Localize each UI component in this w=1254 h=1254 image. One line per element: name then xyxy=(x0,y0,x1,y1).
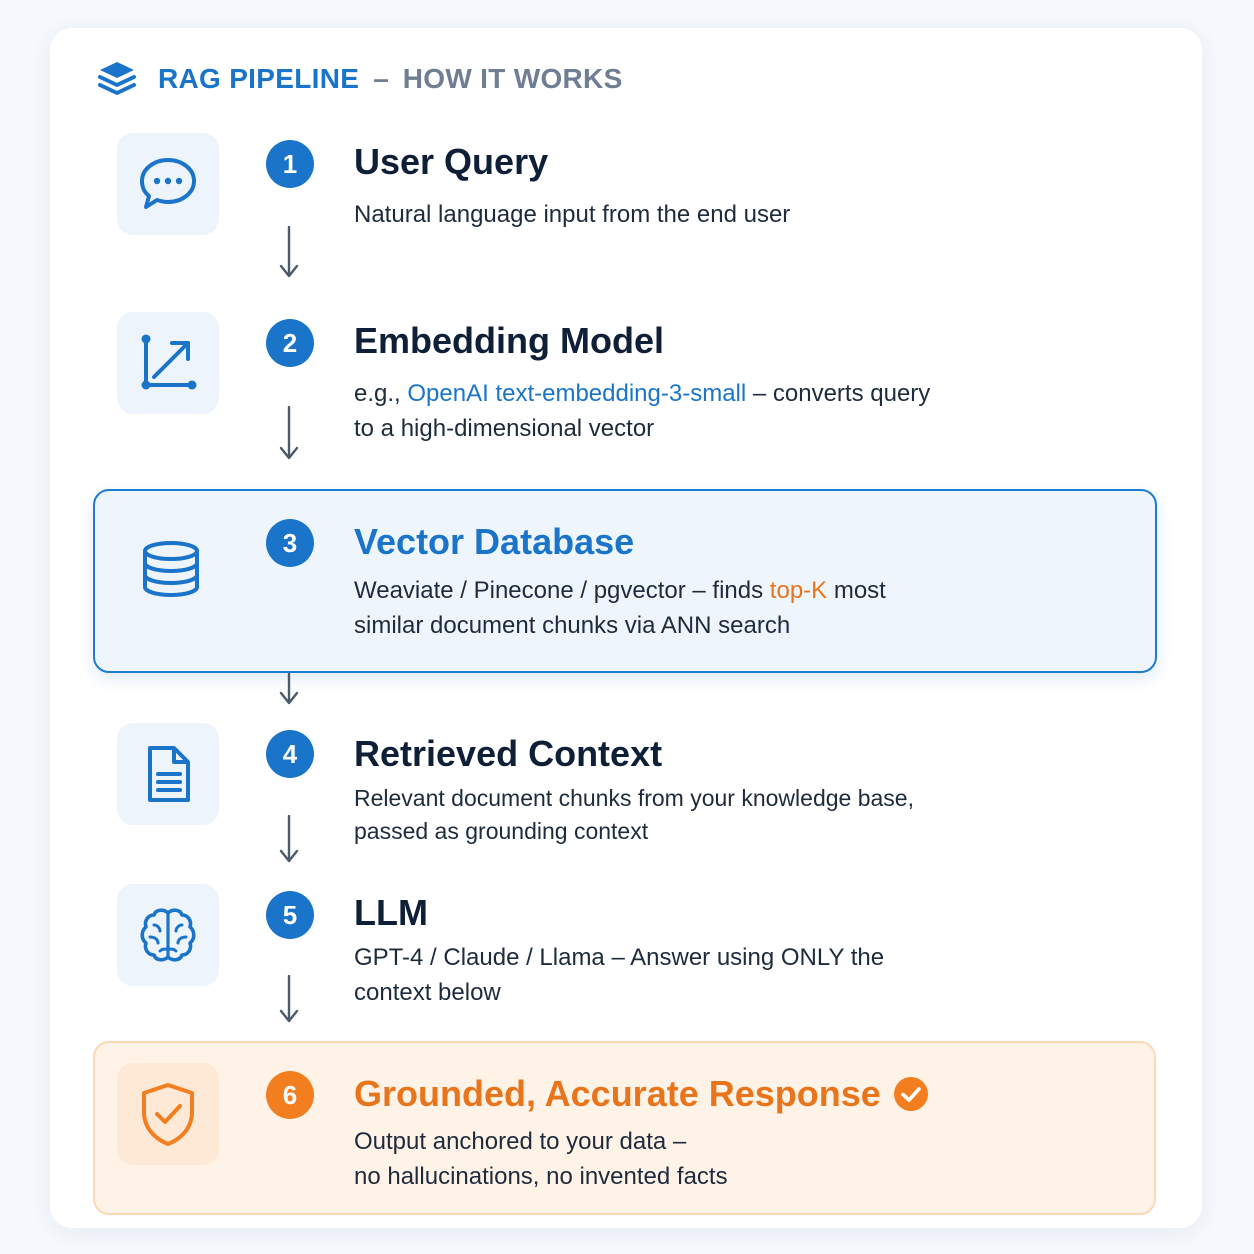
step-5-desc-line2: context below xyxy=(354,979,501,1006)
step-6-desc-line1: Output anchored to your data – xyxy=(354,1128,687,1155)
step-6-title-row xyxy=(354,1073,929,1115)
arrow-down-icon xyxy=(279,226,299,278)
step-6-desc-line2: no hallucinations, no invented facts xyxy=(354,1163,728,1190)
step-6-badge: 6 xyxy=(266,1071,314,1119)
header xyxy=(96,56,623,102)
step-3-desc xyxy=(354,573,886,643)
step-2-desc xyxy=(354,376,930,446)
header-separator: – xyxy=(373,63,389,94)
step-3-desc-prefix: Weaviate / Pinecone / pgvector – finds xyxy=(354,577,770,604)
layers-icon xyxy=(96,58,138,100)
step-5-title: LLM xyxy=(354,892,428,933)
step-4-icon-box xyxy=(117,723,219,825)
database-icon xyxy=(139,537,203,601)
document-icon xyxy=(136,742,200,806)
step-1-badge: 1 xyxy=(266,140,314,188)
step-6-icon-box xyxy=(117,1063,219,1165)
step-5-badge: 5 xyxy=(266,891,314,939)
arrow-down-icon xyxy=(279,975,299,1023)
step-1-icon-box xyxy=(117,133,219,235)
step-3-desc-line2: similar document chunks via ANN search xyxy=(354,612,791,639)
step-3-title: Vector Database xyxy=(354,521,635,562)
step-6-title: Grounded, Accurate Response xyxy=(354,1073,881,1114)
step-2-badge: 2 xyxy=(266,319,314,367)
brain-icon xyxy=(136,903,200,967)
check-circle-icon xyxy=(893,1076,929,1112)
step-2-title: Embedding Model xyxy=(354,320,664,361)
step-5-icon-box xyxy=(117,884,219,986)
step-2-model-name: OpenAI text-embedding-3-small xyxy=(407,380,747,407)
step-4-desc xyxy=(354,782,914,848)
step-6-desc xyxy=(354,1124,728,1194)
step-1-desc xyxy=(354,197,790,232)
step-4-desc-line1: Relevant document chunks from your knowledge base, xyxy=(354,785,914,811)
step-3-icon-box xyxy=(120,518,222,620)
step-1-title: User Query xyxy=(354,141,549,182)
step-3-desc-suffix: most xyxy=(827,577,886,604)
step-2-desc-line2: to a high-dimensional vector xyxy=(354,415,655,442)
step-3-topk: top-K xyxy=(769,577,828,604)
step-4-desc-line2: passed as grounding context xyxy=(354,818,649,844)
vector-arrow-icon xyxy=(136,331,200,395)
step-2-desc-line1 xyxy=(354,376,930,411)
chat-bubble-icon xyxy=(136,152,200,216)
step-1-desc-line1: Natural language input from the end user xyxy=(354,201,791,228)
step-5-desc-line1: GPT-4 / Claude / Llama – Answer using ONLY the xyxy=(354,944,885,971)
step-4-badge: 4 xyxy=(266,730,314,778)
header-subtitle: HOW IT WORKS xyxy=(402,63,623,94)
arrow-down-icon xyxy=(279,815,299,863)
shield-check-icon xyxy=(137,1080,199,1148)
step-5-desc xyxy=(354,940,884,1010)
step-2-icon-box xyxy=(117,312,219,414)
header-title: RAG PIPELINE xyxy=(158,63,360,94)
arrow-down-icon xyxy=(279,673,299,705)
step-3-desc-line1 xyxy=(354,573,886,608)
step-2-desc-prefix: e.g., xyxy=(354,380,408,407)
step-3-badge: 3 xyxy=(266,519,314,567)
step-4-title: Retrieved Context xyxy=(354,733,663,774)
step-2-desc-suffix: – converts query xyxy=(746,380,931,407)
arrow-down-icon xyxy=(279,406,299,460)
